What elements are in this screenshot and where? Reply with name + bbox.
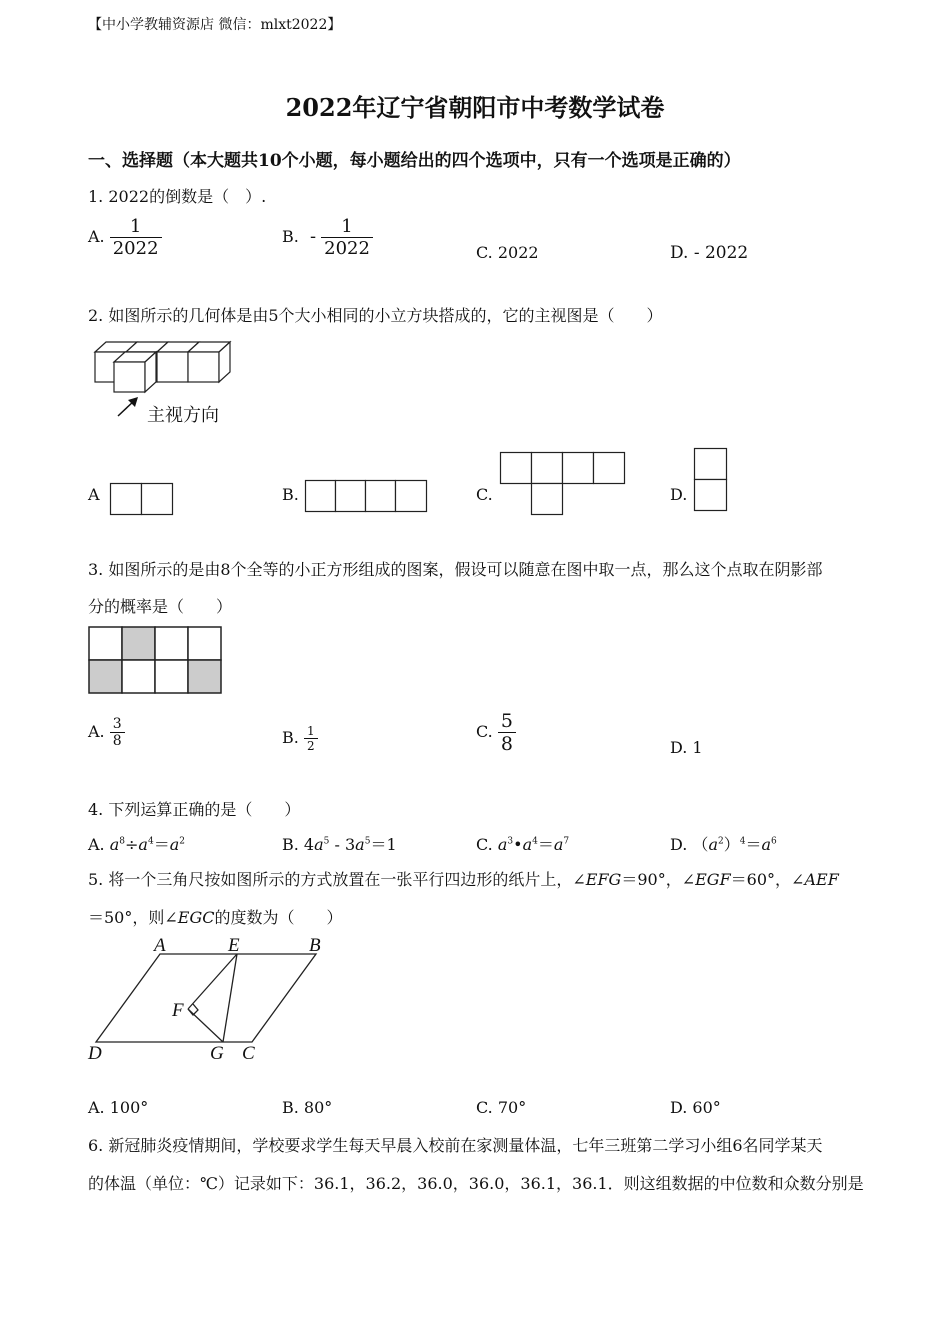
q3-grid-figure: [88, 626, 224, 696]
q3-a-label: A.: [88, 722, 105, 741]
q5-stem2-prefix: ＝50°，则∠: [88, 908, 178, 927]
q3-option-c[interactable]: [476, 710, 516, 755]
q3-option-d[interactable]: D. 1: [670, 738, 703, 757]
numerator: 1: [341, 216, 353, 237]
q2-option-b-label[interactable]: B.: [282, 485, 299, 504]
point-label-b: B: [309, 935, 321, 956]
point-label-f: F: [172, 1000, 184, 1021]
q4-option-d[interactable]: D. $(a^2)^4=a^6$: [670, 835, 777, 854]
q4-b-label: B.: [282, 835, 299, 854]
q1-a-fraction: [110, 216, 162, 259]
q3-c-fraction: [498, 710, 516, 755]
exam-title: 2022年辽宁省朝阳市中考数学试卷: [285, 93, 665, 122]
denominator: 8: [110, 732, 125, 749]
view-direction-label: 主视方向: [147, 405, 219, 426]
point-label-e: E: [228, 935, 240, 956]
q3-option-b[interactable]: [282, 724, 318, 753]
q3-b-fraction: [304, 724, 318, 753]
numerator: 5: [500, 710, 513, 732]
point-label-g: G: [210, 1043, 224, 1064]
q1-b-sign: -: [309, 226, 317, 247]
q3-a-fraction: [110, 716, 125, 749]
q2-option-a-label[interactable]: A: [88, 485, 100, 504]
q2-option-a-figure: [110, 483, 174, 517]
q2-option-d-figure: [694, 448, 728, 512]
q5-option-b[interactable]: B. 80°: [282, 1098, 333, 1117]
q4-option-b[interactable]: B. $4a^5 - 3a^5=1$: [282, 835, 397, 854]
q5-parallelogram-figure: [85, 934, 335, 1064]
q5-stem-prefix: 5. 将一个三角尺按如图所示的方式放置在一张平行四边形的纸片上，∠: [88, 870, 586, 889]
q1-option-c[interactable]: C. 2022: [476, 243, 539, 262]
q2-option-c-label[interactable]: C.: [476, 485, 493, 504]
q6-stem-line1: 6. 新冠肺炎疫情期间，学校要求学生每天早晨入校前在家测量体温，七年三班第二学习小组6名同学某天: [88, 1136, 823, 1155]
point-label-d: D: [88, 1043, 102, 1064]
q3-b-label: B.: [282, 728, 299, 747]
q4-stem: 4. 下列运算正确的是（ ）: [88, 800, 301, 819]
q3-option-a[interactable]: [88, 716, 125, 749]
q5-stem-line1: 5. 将一个三角尺按如图所示的方式放置在一张平行四边形的纸片上，∠EFG＝90°，∠EGF＝60°，∠AEF: [88, 870, 839, 889]
q2-option-b-figure: [305, 480, 429, 514]
q4-c-label: C.: [476, 835, 493, 854]
q1-option-a[interactable]: [88, 216, 162, 259]
q1-a-label: A.: [88, 227, 105, 246]
numerator: 1: [306, 724, 315, 738]
q1-b-fraction: [321, 216, 373, 259]
q2-stem: 2. 如图所示的几何体是由5个大小相同的小立方块搭成的，它的主视图是（ ）: [88, 306, 663, 325]
section-heading: 一、选择题（本大题共10个小题，每小题给出的四个选项中，只有一个选项是正确的）: [88, 151, 741, 171]
q1-stem: 1. 2022的倒数是（ ）.: [88, 187, 267, 206]
point-label-a: A: [154, 935, 166, 956]
q5-stem-line2: ＝50°，则∠EGC的度数为（ ）: [88, 908, 343, 927]
q5-stem2-suffix: 的度数为（ ）: [214, 908, 343, 927]
q4-option-c[interactable]: C. $a^3•a^4=a^7$: [476, 835, 570, 854]
denominator: 8: [498, 732, 516, 755]
denominator: 2022: [321, 237, 373, 259]
q3-c-label: C.: [476, 722, 493, 741]
q5-option-d[interactable]: D. 60°: [670, 1098, 721, 1117]
page-header: 【中小学教辅资源店 微信：mlxt2022】: [88, 17, 342, 33]
q1-option-d[interactable]: D. - 2022: [670, 243, 749, 263]
q1-b-label: B.: [282, 227, 299, 246]
q3-stem-line2: 分的概率是（ ）: [88, 597, 233, 616]
q4-a-label: A.: [88, 835, 105, 854]
point-label-c: C: [242, 1043, 255, 1064]
q5-option-a[interactable]: A. 100°: [88, 1098, 149, 1117]
denominator: 2: [304, 738, 318, 753]
q5-option-c[interactable]: C. 70°: [476, 1098, 527, 1117]
q6-stem-line2: 的体温（单位：℃）记录如下：36.1，36.2，36.0，36.0，36.1，36.1．则这组数据的中位数和众数分别是: [88, 1174, 864, 1193]
denominator: 2022: [110, 237, 162, 259]
q4-d-label: D.: [670, 835, 688, 854]
numerator: 3: [112, 716, 122, 732]
q2-option-d-label[interactable]: D.: [670, 485, 688, 504]
numerator: 1: [129, 216, 142, 237]
q2-option-c-figure: [500, 452, 626, 516]
q4-option-a[interactable]: A. $a^8\div a^4=a^2$: [88, 835, 185, 854]
q1-option-b[interactable]: [282, 216, 373, 259]
q3-stem-line1: 3. 如图所示的是由8个全等的小正方形组成的图案，假设可以随意在图中取一点，那么这个点取在阴影部: [88, 560, 823, 579]
